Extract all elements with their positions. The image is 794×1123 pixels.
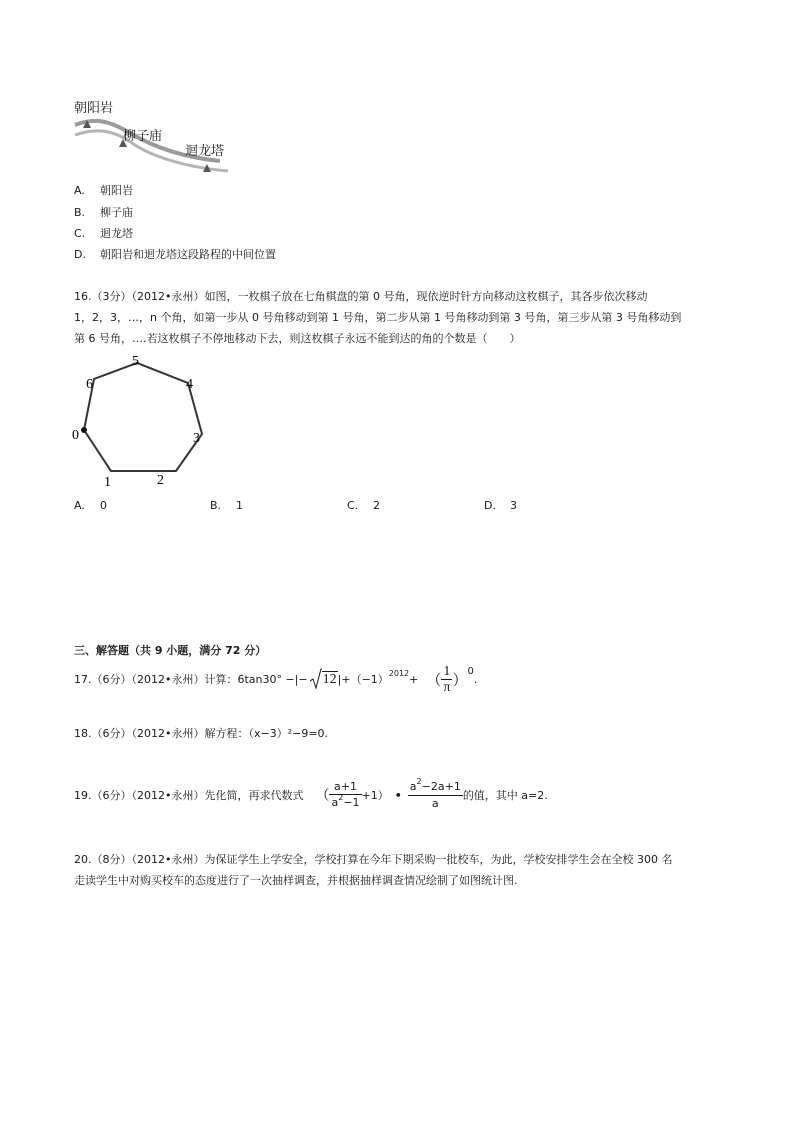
option-text: 迴龙塔 xyxy=(100,227,133,240)
q16-line-1: 16.（3分）（2012•永州）如图，一枚棋子放在七角棋盘的第 0 号角，现依逆时针方向移动这枚棋子，其各步依次移动 xyxy=(74,290,648,303)
chess-piece xyxy=(81,427,87,433)
q16-line-2: 1，2，3，…，n 个角，如第一步从 0 号角移动到第 1 号角，第二步从第 1 号角移动到第 3 号角，第三步从第 3 号角移动到 xyxy=(74,311,682,324)
q17-fraction xyxy=(441,664,452,695)
option-text: 朝阳岩 xyxy=(100,184,133,197)
q19-fraction-1-numerator: a+1 xyxy=(329,779,361,795)
option-letter: C. xyxy=(74,227,86,240)
q19-f2-num-exp: 2 xyxy=(416,777,422,786)
q17-radicand: 12 xyxy=(322,671,337,687)
q19-f1-den-tail: −1 xyxy=(343,796,360,809)
q16-option-c xyxy=(347,495,380,516)
q20-line-1: 20.（8分）（2012•永州）为保证学生上学安全，学校打算在今年下期采购一批校车，为此，学校安排学生会在全校 300 名 xyxy=(74,853,673,866)
q15-option-d xyxy=(74,244,276,265)
vertex-label-3: 3 xyxy=(193,431,200,446)
q19-suffix: 的值，其中 a=2. xyxy=(462,789,548,802)
q19-fraction-1 xyxy=(329,779,361,811)
q19-f1-den-base: a xyxy=(331,796,339,809)
map-label-huilongta: 迴龙塔 xyxy=(185,144,225,159)
heptagon-outline xyxy=(84,363,202,471)
map-label-liuzimiao: 柳子庙 xyxy=(123,129,163,144)
vertex-label-2: 2 xyxy=(157,473,164,488)
q19 xyxy=(74,776,548,814)
option-letter: A. xyxy=(74,184,85,197)
q17-fraction-denominator: π xyxy=(443,679,451,695)
vertex-label-0: 0 xyxy=(72,428,79,443)
q15-option-b xyxy=(74,202,133,223)
q15-option-c xyxy=(74,223,133,244)
q17-plus: + xyxy=(409,672,419,686)
sqrt-symbol xyxy=(310,668,322,690)
q19-fraction-1-denominator xyxy=(329,795,361,811)
q17-exponent-0: 0 xyxy=(467,665,474,677)
q17-paren-open: （ xyxy=(426,670,442,689)
q19-dot: • xyxy=(394,788,402,802)
q16-option-d xyxy=(484,495,517,516)
q19-fraction-2 xyxy=(408,779,463,811)
q17-paren-close: ） xyxy=(452,670,468,689)
q17-prefix: 17.（6分）（2012•永州）计算：6tan30° −|− xyxy=(74,673,308,686)
vertex-label-1: 1 xyxy=(104,475,111,490)
option-value: 1 xyxy=(236,499,243,512)
q17-exponent-2012: 2012 xyxy=(388,668,410,678)
q17-end: . xyxy=(473,672,478,686)
option-letter: A. xyxy=(74,499,85,512)
option-text: 朝阳岩和迴龙塔这段路程的中间位置 xyxy=(100,248,276,261)
q15-option-a xyxy=(74,180,133,201)
option-letter: C. xyxy=(347,499,359,512)
q19-f1-den-exp: 2 xyxy=(338,793,344,802)
q19-fraction-2-denominator: a xyxy=(431,797,439,810)
q20-line-2: 走读学生中对购买校车的态度进行了一次抽样调查，并根据抽样调查情况绘制了如图统计图. xyxy=(74,874,518,887)
option-value: 3 xyxy=(510,499,517,512)
option-letter: B. xyxy=(74,206,86,219)
section-3-title: 三、解答题（共 9 小题，满分 72 分） xyxy=(74,644,267,657)
vertex-label-5: 5 xyxy=(132,354,139,369)
q19-f2-num-base: a xyxy=(409,780,417,793)
q16-option-b xyxy=(210,495,243,516)
q19-paren-open: （ xyxy=(315,788,330,804)
q19-plus-one: +1） xyxy=(361,789,389,802)
q19-prefix: 19.（6分）（2012•永州）先化简，再求代数式 xyxy=(74,789,304,802)
vertex-label-6: 6 xyxy=(86,377,93,392)
heptagon-board-figure xyxy=(60,350,220,490)
option-text: 柳子庙 xyxy=(100,206,133,219)
option-letter: D. xyxy=(74,248,86,261)
q17 xyxy=(74,664,477,694)
q16-option-a xyxy=(74,495,107,516)
q17-fraction-numerator: 1 xyxy=(441,664,452,680)
vertex-label-4: 4 xyxy=(186,377,193,392)
option-value: 0 xyxy=(100,499,107,512)
option-letter: D. xyxy=(484,499,496,512)
q19-f2-num-tail: −2a+1 xyxy=(421,780,461,793)
map-label-zhaoyangyan: 朝阳岩 xyxy=(74,101,114,116)
q17-mid: |+（−1） xyxy=(337,673,389,686)
q18: 18.（6分）（2012•永州）解方程：（x−3）²−9=0. xyxy=(74,727,329,740)
q16-line-3: 第 6 号角，….若这枚棋子不停地移动下去，则这枚棋子永远不能到达的角的个数是（ ） xyxy=(74,332,521,345)
option-letter: B. xyxy=(210,499,222,512)
option-value: 2 xyxy=(373,499,380,512)
q19-fraction-2-numerator xyxy=(408,779,463,796)
